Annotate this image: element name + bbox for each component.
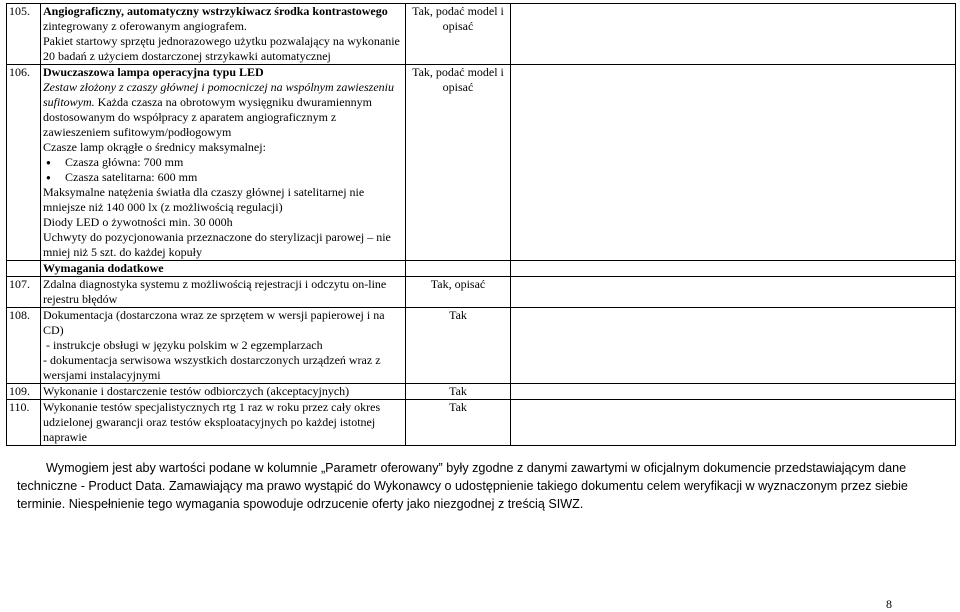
row-line: 20 badań z użyciem dostarczonej strzykawki automatycznej <box>43 49 331 63</box>
offered-parameter-cell <box>511 308 956 384</box>
row-number: 106. <box>7 65 41 261</box>
row-answer: Tak, podać model i opisać <box>406 4 511 65</box>
section-header-row <box>7 261 956 277</box>
list-item: ● Czasza główna: 700 mm <box>43 155 403 170</box>
row-line: - dokumentacja serwisowa wszystkich dostarczonych urządzeń wraz z wersjami instalacyjnymi <box>43 353 381 382</box>
row-answer: Tak <box>406 384 511 400</box>
row-answer: Tak, opisać <box>406 277 511 308</box>
row-line: Dokumentacja (dostarczona wraz ze sprzętem w wersji papierowej i na CD) <box>43 308 385 337</box>
row-line: Diody LED o żywotności min. 30 000h <box>43 215 233 229</box>
offered-parameter-cell <box>511 277 956 308</box>
row-number: 110. <box>7 400 41 446</box>
offered-parameter-cell <box>511 4 956 65</box>
row-title: Dwuczaszowa lampa operacyjna typu LED <box>43 65 264 79</box>
row-number: 108. <box>7 308 41 384</box>
list-item: ● Czasza satelitarna: 600 mm <box>43 170 403 185</box>
footer-paragraph: Wymogiem jest aby wartości podane w kolumnie „Parametr oferowany” były zgodne z danymi zawartymi w oficjalnym dokumencie przedstawiającym dane techniczne - Product Data. Zamawiający ma prawo wystąpić do Wykonawcy o udostępnienie takiego dokumentu celem weryfikacji w wyznaczonym przez siebie terminie. Niespełnienie tego wymagania spowoduje odrzucenie oferty jako niezgodnej z treścią SIWZ. <box>17 461 908 511</box>
row-description: Wykonanie i dostarczenie testów odbiorczych (akceptacyjnych) <box>41 384 406 400</box>
row-description <box>41 308 406 384</box>
row-line: - instrukcje obsługi w języku polskim w 2 egzemplarzach <box>43 338 323 352</box>
row-answer: Tak <box>406 308 511 384</box>
row-description <box>41 65 406 261</box>
row-line: Czasze lamp okrągłe o średnicy maksymalnej: <box>43 140 266 154</box>
row-subtitle: Zestaw złożony z czaszy głównej i pomocniczej na wspólnym zawieszeniu sufitowym. <box>43 80 394 109</box>
table-row <box>7 277 956 308</box>
row-description: Wykonanie testów specjalistycznych rtg 1 raz w roku przez cały okres udzielonej gwarancji oraz testów eksploatacyjnych po każdej istotnej naprawie <box>41 400 406 446</box>
table-row <box>7 400 956 446</box>
offered-parameter-cell <box>511 65 956 261</box>
row-description: Zdalna diagnostyka systemu z możliwością rejestracji i odczytu on-line rejestru błędów <box>41 277 406 308</box>
table-row <box>7 384 956 400</box>
row-text: Każda czasza na obrotowym wysięgniku dwuramiennym dostosowanym do współpracy z aparatem angiograficznym z zawieszeniem sufitowym/podłogowym <box>43 95 372 139</box>
row-number: 109. <box>7 384 41 400</box>
row-answer: Tak <box>406 400 511 446</box>
table-row <box>7 4 956 65</box>
row-number: 105. <box>7 4 41 65</box>
section-header: Wymagania dodatkowe <box>41 261 406 277</box>
bullet-list <box>43 155 403 185</box>
row-description <box>41 4 406 65</box>
offered-parameter-cell <box>511 384 956 400</box>
row-line: zintegrowany z oferowanym angiografem. <box>43 19 247 33</box>
specification-table <box>6 3 956 446</box>
row-line: Uchwyty do pozycjonowania przeznaczone do sterylizacji parowej – nie mniej niż 5 szt. do każdej kopuły <box>43 230 391 259</box>
row-title: Angiograficzny, automatyczny wstrzykiwacz środka kontrastowego <box>43 4 388 18</box>
row-line: Pakiet startowy sprzętu jednorazowego użytku pozwalający na wykonanie <box>43 34 400 48</box>
requirements-note <box>17 459 937 513</box>
table-row <box>7 308 956 384</box>
row-number: 107. <box>7 277 41 308</box>
page-number: 8 <box>886 597 892 611</box>
row-answer: Tak, podać model i opisać <box>406 65 511 261</box>
table-row <box>7 65 956 261</box>
row-line: Maksymalne natężenia światła dla czaszy głównej i satelitarnej nie mniejsze niż 140 000 lx (z możliwością regulacji) <box>43 185 365 214</box>
offered-parameter-cell <box>511 400 956 446</box>
